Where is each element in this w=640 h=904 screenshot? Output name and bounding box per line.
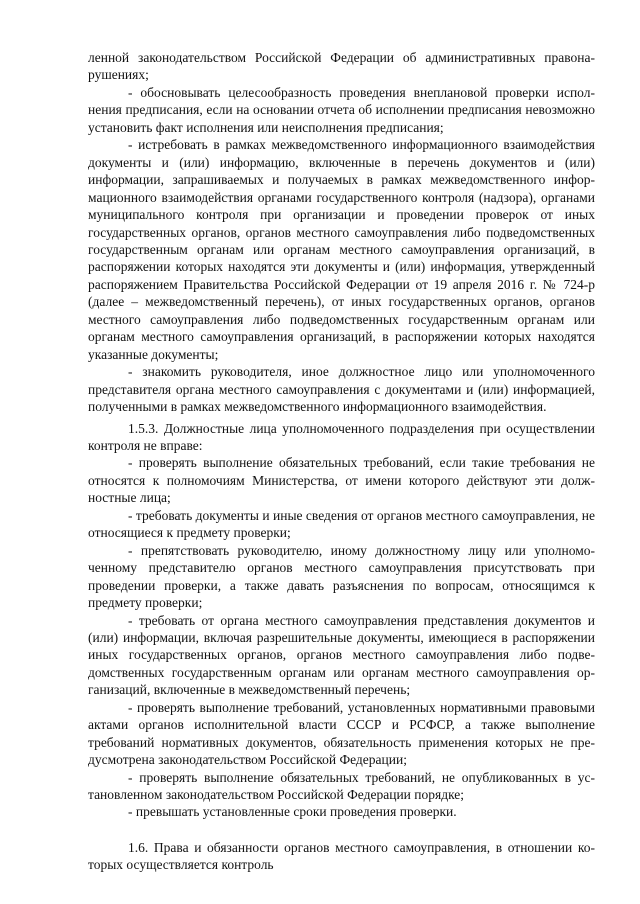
paragraph-not-obstruct: - препятствовать руководителю, иному должностному лицу или уполномоченному представителю органов местного самоуправления присутствовать при проведении проверки, а также давать разъяснения по вопросам, относящимся к предмету проверки; [88, 542, 595, 611]
paragraph-request-documents: - истребовать в рамках межведомственного информационного взаимодействия документы и (или) информацию, включенные в перечень документов и (или) информации, запрашиваемых и получаемых в рамках межведомственного информационного взаимодействия органами государственного контроля (надзора), органами муниципального контроля при организации и проведении проверок от иных государственных органов, органов местного самоуправления либо подведомственных государственным органам или органам местного самоуправления организаций, в распоряжении которых находятся эти документы и (или) информация, утвержденный распоряжением Правительства Российской Федерации от 19 апреля 2016 г. № 724-р (далее – межведомственный перечень), от иных государственных органов, органов местного самоуправления либо подведомственных государственным органам или органам местного самоуправления организаций, в распоряжении которых находятся указанные документы; [88, 137, 595, 362]
paragraph-not-exceed-deadlines: - превышать установленные сроки проведения проверки. [128, 804, 457, 820]
paragraph-1-6-heading: 1.6. Права и обязанности органов местного самоуправления, в отношении которых осуществляется контроль [88, 839, 595, 873]
paragraph-justify-unscheduled-check: - обосновывать целесообразность проведения внеплановой проверки исполнения предписания, если на основании отчета об исполнении предписания невозможно установить факт исполнения или неисполнения предписания; [88, 84, 595, 135]
document-page [88, 49, 595, 874]
paragraph-not-check-ussr-acts: - проверять выполнение требований, установленных нормативными правовыми актами органов исполнительной власти СССР и РСФСР, а также выполнение требований нормативных документов, обязательность применения которых не предусмотрена законодательством Российской Федерации; [88, 699, 595, 768]
paragraph-not-require-documents: - требовать документы и иные сведения от органов местного самоуправления, не относящиеся к предмету проверки; [88, 507, 595, 541]
paragraph-not-require-permits: - требовать от органа местного самоуправления представления документов и (или) информации, включая разрешительные документы, имеющиеся в распоряжении иных государственных органов, органов местного самоуправления либо подведомственных государственным органам или органам местного самоуправления организаций, включенные в межведомственный перечень; [88, 612, 595, 698]
paragraph-1-5-3-heading: 1.5.3. Должностные лица уполномоченного подразделения при осуществлении контроля не вправе: [88, 420, 595, 453]
paragraph-not-check-requirements: - проверять выполнение обязательных требований, если такие требования не относятся к полномочиям Министерства, от имени которого действуют эти должностные лица; [88, 455, 595, 506]
paragraph-continuation: ленной законодательством Российской Федерации об административных правонарушениях; [88, 50, 595, 83]
paragraph-not-check-unpublished: - проверять выполнение обязательных требований, не опубликованных в установленном законодательством Российской Федерации порядке; [88, 769, 595, 803]
paragraph-familiarize-head: - знакомить руководителя, иное должностное лицо или уполномоченного представителя органа местного самоуправления с документами и (или) информацией, полученными в рамках межведомственного информационного взаимодействия. [88, 364, 595, 415]
